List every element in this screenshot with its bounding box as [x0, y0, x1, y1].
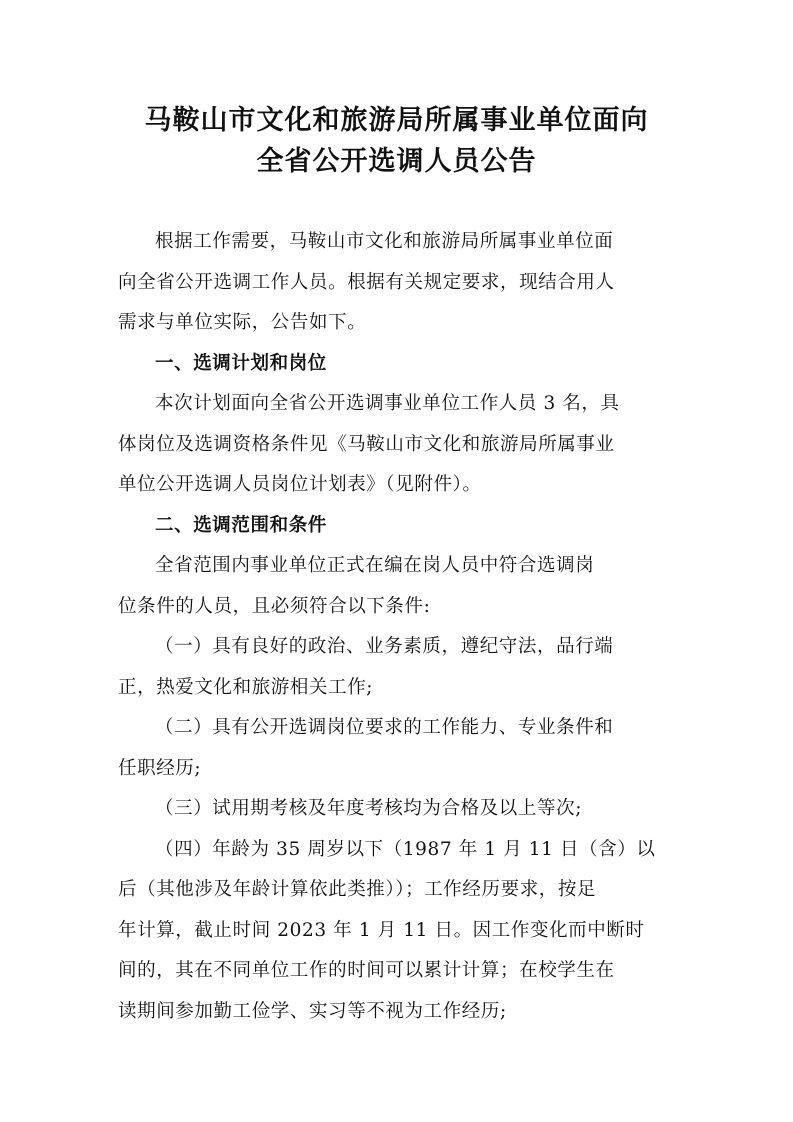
condition-item-1	[118, 627, 672, 708]
condition-item-3	[118, 789, 672, 830]
section-1-paragraph	[118, 384, 672, 506]
section-1-heading: 一、选调计划和岗位	[155, 352, 327, 374]
section-1-line: 本次计划面向全省公开选调事业单位工作人员 3 名，具	[155, 393, 620, 414]
condition-item-2-line: 任职经历;	[118, 757, 202, 779]
intro-line: 根据工作需要，马鞍山市文化和旅游局所属事业单位面	[155, 231, 614, 252]
intro-line: 向全省公开选调工作人员。根据有关规定要求，现结合用人	[118, 271, 615, 293]
section-1-line: 单位公开选调人员岗位计划表》（见附件）。	[118, 474, 482, 495]
condition-item-3-line: （三）试用期考核及年度考核均为合格及以上等次;	[155, 798, 583, 819]
intro-paragraph	[118, 222, 672, 344]
condition-item-4-line: （四）年龄为 35 周岁以下（1987 年 1 月 11 日（含）以	[155, 838, 656, 860]
condition-item-4-line: 读期间参加勤工俭学、实习等不视为工作经历;	[118, 1000, 507, 1022]
condition-item-4-line: 后（其他涉及年龄计算依此类推））；工作经历要求，按足	[118, 879, 597, 900]
document-body	[118, 222, 672, 1032]
condition-item-1-line: 正，热爱文化和旅游相关工作;	[118, 676, 374, 698]
condition-item-4-line: 年计算，截止时间 2023 年 1 月 11 日。因工作变化而中断时	[118, 919, 645, 941]
condition-item-2	[118, 708, 672, 789]
section-2-intro-line: 位条件的人员，且必须符合以下条件:	[118, 595, 431, 617]
document-title-line-1: 马鞍山市文化和旅游局所属事业单位面向	[144, 105, 649, 136]
section-1-line: 体岗位及选调资格条件见《马鞍山市文化和旅游局所属事业	[118, 433, 615, 455]
section-2-intro-line: 全省范围内事业单位正式在编在岗人员中符合选调岗	[155, 555, 595, 576]
section-2-intro-paragraph	[118, 546, 672, 627]
condition-item-2-line: （二）具有公开选调岗位要求的工作能力、专业条件和	[155, 717, 614, 738]
document-title-line-2: 全省公开选调人员公告	[256, 146, 537, 177]
intro-line: 需求与单位实际，公告如下。	[118, 312, 367, 333]
condition-item-4-line: 间的，其在不同单位工作的时间可以累计计算；在校学生在	[118, 960, 615, 981]
section-2-heading: 二、选调范围和条件	[155, 514, 327, 536]
condition-item-1-line: （一）具有良好的政治、业务素质，遵纪守法，品行端	[155, 636, 614, 657]
condition-item-4	[118, 830, 672, 1033]
